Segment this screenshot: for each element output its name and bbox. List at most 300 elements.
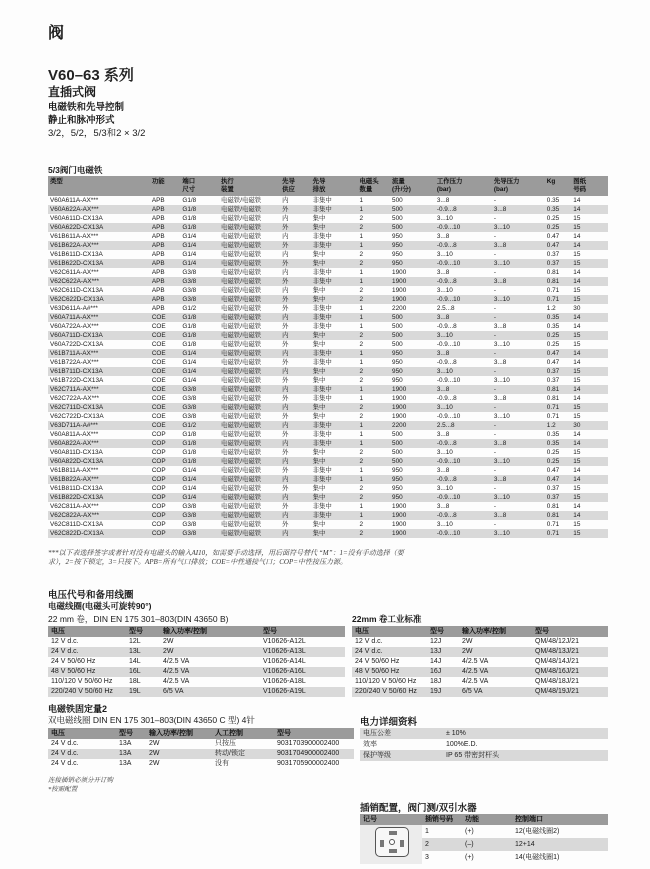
table-cell: V61B622D-CX13A	[48, 259, 150, 268]
table-cell: 3...8	[436, 431, 450, 438]
table-cell: 0.81	[546, 503, 560, 510]
table-cell: -0.9...10	[435, 223, 492, 232]
table-cell: 外	[280, 259, 311, 268]
column-header: 电压	[352, 626, 427, 637]
table-cell: V60A811A-AX***	[50, 431, 99, 438]
table-cell: 0.25	[546, 215, 560, 222]
table-cell: V61B811A-AX***	[50, 467, 99, 474]
table-cell: 500	[390, 313, 435, 322]
table-cell: 电磁铁/电磁铁	[221, 377, 262, 384]
table-cell: 2W	[149, 760, 160, 767]
column-header: 电压	[48, 728, 116, 739]
table-cell: 12J	[430, 638, 442, 645]
table-cell: 14	[573, 197, 581, 204]
table-cell: COE	[150, 331, 181, 340]
table-cell: 内	[282, 269, 289, 276]
fixing-note-1: 连接插销必须分开订购	[48, 777, 113, 784]
table-cell: G1/8	[182, 341, 197, 348]
column-header: 先导 供应	[280, 176, 311, 196]
table-cell: V60A822A-AX***	[48, 439, 150, 448]
table-cell: 14	[573, 395, 581, 402]
table-row	[48, 475, 608, 484]
table-cell: 0.71	[546, 287, 560, 294]
table-cell: 电磁铁/电磁铁	[221, 233, 262, 240]
table-cell: APB	[150, 205, 181, 214]
table-cell: 内	[280, 403, 311, 412]
table-cell: 3...10	[436, 449, 453, 456]
table-cell: 24 V 50/60 Hz	[355, 658, 400, 665]
table-cell: COP	[151, 467, 166, 474]
table-cell: 950	[392, 251, 403, 258]
column-header: 先导 排放	[311, 176, 358, 196]
table-cell: 24 V d.c.	[48, 749, 116, 759]
table-cell: 15	[571, 223, 608, 232]
table-cell: G3/8	[182, 413, 197, 420]
table-cell: -0.9...10	[435, 295, 492, 304]
table-row	[360, 739, 608, 750]
table-cell: V60A711A-AX***	[48, 313, 150, 322]
table-cell: -0.9...10	[436, 341, 461, 348]
header-row	[360, 814, 608, 825]
table-cell: 500	[392, 449, 403, 456]
table-cell: 0.47	[546, 233, 560, 240]
table-cell: 0.71	[545, 529, 571, 538]
table-cell: G1/8	[180, 205, 219, 214]
double-coil-table	[48, 728, 354, 769]
table-cell: 15	[573, 449, 581, 456]
table-cell: 电磁铁/电磁铁	[221, 215, 262, 222]
table-cell: 电磁铁/电磁铁	[221, 449, 262, 456]
table-cell: 外	[282, 413, 289, 420]
table-cell: 950	[390, 259, 435, 268]
column-header: 输入功率/控制	[160, 626, 260, 637]
table-cell: 集中	[311, 331, 358, 340]
table-cell: -	[493, 467, 496, 474]
table-row	[48, 430, 608, 439]
table-cell: 950	[390, 475, 435, 484]
table-row	[48, 241, 608, 250]
table-cell: G1/8	[180, 331, 219, 340]
table-row	[48, 205, 608, 214]
table-row	[360, 825, 608, 838]
table-cell: 2W	[160, 647, 260, 657]
column-header: 功能	[150, 176, 181, 196]
table-cell: V63D711A-A#***	[48, 421, 150, 430]
table-cell: 12 V d.c.	[51, 638, 79, 645]
table-cell: V61B622A-AX***	[48, 241, 150, 250]
table-cell: G1/2	[182, 305, 197, 312]
table-cell: G3/8	[180, 295, 219, 304]
table-cell: V60A622D-CX13A	[48, 223, 150, 232]
table-cell: 30	[571, 421, 608, 430]
table-cell: 集中	[312, 413, 326, 420]
table-cell: 3...8	[492, 277, 545, 286]
table-cell: 14J	[430, 658, 442, 665]
table-cell: 外	[282, 377, 289, 384]
table-cell: 0.71	[545, 403, 571, 412]
table-cell: 0.25	[546, 449, 560, 456]
table-cell: APB	[150, 295, 181, 304]
pin-function: (+)	[465, 854, 474, 861]
table-cell: 15	[571, 367, 608, 376]
table-cell: COP	[151, 485, 166, 492]
table-cell: V63D611A-A#***	[50, 305, 98, 312]
table-cell: 2W	[146, 749, 212, 759]
table-cell: 2	[357, 367, 390, 376]
table-cell: 1900	[390, 403, 435, 412]
table-cell: 内	[282, 233, 289, 240]
table-cell: APB	[150, 223, 181, 232]
table-cell: COP	[150, 493, 181, 502]
table-cell: 3...8	[492, 439, 545, 448]
page-title: 阀	[48, 25, 66, 42]
table-cell: 1900	[392, 269, 407, 276]
table-cell: G1/2	[180, 421, 219, 430]
table-cell: COP	[151, 521, 166, 528]
table-cell: 15	[571, 457, 608, 466]
table-cell: V61B722A-AX***	[50, 359, 99, 366]
table-cell: APB	[151, 269, 165, 276]
double-coil-table-head	[48, 728, 354, 739]
table-cell: COE	[151, 413, 166, 420]
table-cell: 集中	[311, 295, 358, 304]
table-cell: 14	[571, 313, 608, 322]
pin-number: 1	[425, 828, 429, 835]
table-cell: APB	[151, 305, 165, 312]
table-cell: APB	[150, 241, 181, 250]
table-cell: 非集中	[311, 205, 358, 214]
table-row	[48, 493, 608, 502]
pin-function: (+)	[465, 828, 474, 835]
table-cell: 1	[359, 503, 364, 510]
table-cell: APB	[150, 277, 181, 286]
table-cell: 外	[282, 305, 289, 312]
table-row	[48, 739, 354, 749]
table-cell: 14	[573, 359, 581, 366]
table-cell: 3...8	[436, 467, 450, 474]
table-cell: 0.71	[546, 413, 560, 420]
table-cell: COE	[151, 377, 166, 384]
table-cell: 1	[359, 323, 364, 330]
table-row	[48, 340, 608, 349]
table-cell: 电磁铁/电磁铁	[221, 359, 262, 366]
table-cell: 集中	[312, 251, 326, 258]
table-cell: COE	[150, 367, 181, 376]
coil-table-din-body	[48, 637, 345, 697]
table-cell: V61B722D-CX13A	[50, 377, 104, 384]
table-cell: 集中	[312, 521, 326, 528]
table-cell: 13A	[116, 749, 146, 759]
table-cell: G3/8	[180, 277, 219, 286]
column-header: 图纸 号码	[571, 176, 608, 196]
coil-table-industrial-head	[352, 626, 608, 637]
column-header: 执行 装置	[219, 176, 280, 196]
table-cell: 3...10	[493, 341, 510, 348]
table-cell: V61B711A-AX***	[48, 349, 150, 358]
connector-diagram-icon	[375, 827, 409, 857]
column-header: 电磁头 数量	[357, 176, 390, 196]
table-cell: 2	[359, 449, 364, 456]
electrical-label: 效率	[363, 741, 377, 748]
table-cell: 电磁铁/电磁铁	[219, 349, 280, 358]
table-cell: 0.81	[546, 269, 560, 276]
table-cell: -0.9...10	[435, 493, 492, 502]
table-cell: 电磁铁/电磁铁	[219, 511, 280, 520]
table-cell: 非集中	[311, 475, 358, 484]
table-cell: 1900	[390, 529, 435, 538]
table-cell: 电磁铁/电磁铁	[221, 323, 262, 330]
table-cell: G1/8	[180, 223, 219, 232]
table-cell: 外	[282, 359, 289, 366]
table-cell: 9031705900002400	[277, 760, 340, 767]
table-cell: 15	[571, 529, 608, 538]
table-cell: G3/8	[182, 521, 197, 528]
table-cell: G1/8	[182, 197, 197, 204]
table-cell: COE	[151, 395, 166, 402]
table-cell: 3...10	[436, 485, 453, 492]
column-header: 型号	[532, 626, 608, 637]
column-header: 型号	[260, 626, 345, 637]
table-cell: G1/8	[182, 215, 197, 222]
table-cell: 14	[571, 205, 608, 214]
table-cell: 0.35	[545, 439, 571, 448]
table-cell: COE	[151, 323, 166, 330]
table-cell: -	[493, 197, 496, 204]
table-cell: -	[493, 251, 496, 258]
table-cell: 12L	[129, 638, 141, 645]
main-table-body	[48, 196, 608, 538]
table-cell: 0.35	[545, 313, 571, 322]
table-cell: G1/8	[182, 449, 197, 456]
table-cell: V10626-A12L	[263, 638, 306, 645]
table-cell: COP	[151, 431, 166, 438]
table-cell: 24 V d.c.	[352, 647, 427, 657]
table-cell: V61B811D-CX13A	[50, 485, 103, 492]
table-cell: -0.9...8	[435, 277, 492, 286]
table-cell: 950	[390, 349, 435, 358]
table-row	[48, 367, 608, 376]
table-cell: 2	[359, 287, 364, 294]
table-row	[48, 268, 608, 277]
table-cell: 3...8	[492, 475, 545, 484]
table-cell: V10626-A18L	[263, 678, 306, 685]
table-cell: 15	[571, 259, 608, 268]
table-row	[352, 637, 608, 647]
table-cell: 1	[359, 467, 364, 474]
table-cell: 9031703900002400	[277, 740, 340, 747]
table-cell: 3...10	[492, 295, 545, 304]
table-cell: -	[493, 521, 496, 528]
column-header: 型号	[427, 626, 459, 637]
table-cell: 电磁铁/电磁铁	[219, 223, 280, 232]
table-cell: 3...8	[435, 349, 492, 358]
table-row	[48, 385, 608, 394]
table-row	[48, 259, 608, 268]
fixing-section-heading: 电磁铁固定量2	[48, 704, 108, 714]
table-cell: V62C711A-AX***	[48, 385, 150, 394]
table-cell: 3...10	[436, 251, 453, 258]
table-cell: 14	[573, 323, 581, 330]
table-cell: 外	[282, 323, 289, 330]
table-cell: 外	[280, 223, 311, 232]
table-cell: COE	[150, 313, 181, 322]
table-cell: 3...8	[436, 269, 450, 276]
table-cell: -0.9...10	[435, 259, 492, 268]
table-cell: 非集中	[312, 395, 332, 402]
table-cell: 0.47	[546, 467, 560, 474]
table-cell: V61B611D-CX13A	[50, 251, 103, 258]
table-cell: 1	[357, 511, 390, 520]
table-cell: 电磁铁/电磁铁	[219, 331, 280, 340]
table-cell: 500	[390, 331, 435, 340]
table-cell: -	[493, 287, 496, 294]
table-cell: V62C811A-AX***	[50, 503, 99, 510]
table-cell: 0.25	[545, 223, 571, 232]
table-cell: 0.25	[546, 341, 560, 348]
table-cell: 电磁铁/电磁铁	[219, 277, 280, 286]
table-cell: 0.47	[545, 349, 571, 358]
table-cell: 电磁铁/电磁铁	[219, 457, 280, 466]
table-cell: APB	[151, 197, 165, 204]
header-row	[352, 626, 608, 637]
table-cell: 14	[571, 475, 608, 484]
table-cell: 集中	[312, 485, 326, 492]
table-cell: 15	[573, 251, 581, 258]
table-cell: 3...10	[435, 367, 492, 376]
table-footnote	[48, 549, 518, 567]
table-cell: 集中	[311, 223, 358, 232]
table-cell: 2	[357, 493, 390, 502]
table-cell: -	[493, 269, 496, 276]
footnote-line-1: ***以下表选择签字或者针对没有电磁头的输入AI10，如需要手动选择，用后面符号替代 “M”：1=没有手动选择（要	[48, 549, 404, 557]
table-cell: G1/4	[180, 349, 219, 358]
table-cell: 集中	[312, 287, 326, 294]
table-cell: -0.9...8	[435, 205, 492, 214]
table-cell: 3...8	[436, 197, 450, 204]
table-cell: QM/48/12J/21	[535, 638, 579, 645]
fixing-note-2: *按需配置	[48, 786, 78, 793]
table-cell: 内	[280, 367, 311, 376]
table-cell: COE	[150, 421, 181, 430]
table-row	[48, 657, 345, 667]
table-cell: 14	[571, 511, 608, 520]
table-cell: -	[493, 485, 496, 492]
table-cell: 220/240 V 50/60 Hz	[352, 687, 427, 697]
fixing-notes	[48, 776, 113, 794]
table-cell: COP	[150, 439, 181, 448]
table-cell: 3...10	[492, 493, 545, 502]
table-cell: 4/2.5 VA	[160, 667, 260, 677]
table-cell: 2200	[392, 305, 407, 312]
table-cell: 15	[573, 215, 581, 222]
table-cell: 非集中	[312, 269, 332, 276]
table-cell: G3/8	[182, 287, 197, 294]
table-cell: COE	[151, 359, 166, 366]
table-cell: V60A611D-CX13A	[50, 215, 103, 222]
table-cell: 16J	[427, 667, 459, 677]
table-cell: 2	[357, 529, 390, 538]
table-cell: G1/4	[180, 367, 219, 376]
table-cell: 2	[359, 251, 364, 258]
table-cell: -	[492, 349, 545, 358]
table-cell: V61B822D-CX13A	[48, 493, 150, 502]
column-header: 先导压力 (bar)	[492, 176, 545, 196]
table-row	[48, 412, 608, 421]
table-row	[48, 196, 608, 205]
table-cell: 24 V 50/60 Hz	[51, 658, 96, 665]
table-row	[48, 304, 608, 313]
table-row	[48, 358, 608, 367]
table-cell: 外	[282, 395, 289, 402]
table-cell: 1.2	[545, 421, 571, 430]
table-cell: 集中	[311, 259, 358, 268]
table-cell: -	[492, 385, 545, 394]
table-cell: 非集中	[312, 467, 332, 474]
table-cell: 集中	[311, 493, 358, 502]
electrical-label: 电压公差	[360, 728, 443, 739]
table-cell: G1/8	[180, 313, 219, 322]
table-row	[48, 759, 354, 769]
table-cell: G1/8	[180, 457, 219, 466]
table-cell: V61B611A-AX***	[50, 233, 99, 240]
table-cell: 0.37	[546, 251, 560, 258]
table-row	[48, 520, 608, 529]
right-coil-table-title: 22mm 卷工业标准	[352, 614, 422, 624]
table-cell: 3...8	[435, 385, 492, 394]
table-row	[48, 667, 345, 677]
table-cell: 500	[392, 431, 403, 438]
table-cell: -	[492, 313, 545, 322]
table-cell: 950	[390, 241, 435, 250]
table-cell: 2	[359, 341, 364, 348]
table-cell: 15	[573, 413, 581, 420]
table-cell: 电磁铁/电磁铁	[221, 251, 262, 258]
table-cell: G1/4	[182, 485, 197, 492]
table-cell: 950	[390, 367, 435, 376]
column-header: 人工控制	[212, 728, 274, 739]
table-cell: V62C622A-AX***	[48, 277, 150, 286]
table-cell: 14	[573, 269, 581, 276]
table-cell: -0.9...8	[435, 511, 492, 520]
table-cell: APB	[151, 251, 165, 258]
table-cell: 15	[571, 295, 608, 304]
table-cell: 1	[357, 421, 390, 430]
table-cell: 非集中	[312, 305, 332, 312]
table-cell: 3...8	[435, 313, 492, 322]
connector-symbol-cell	[360, 825, 422, 864]
table-cell: 15	[573, 521, 581, 528]
table-cell: 3...10	[492, 457, 545, 466]
table-cell: 集中	[311, 529, 358, 538]
table-cell: 15	[573, 377, 581, 384]
table-cell: V62C811D-CX13A	[50, 521, 104, 528]
table-cell: COP	[150, 475, 181, 484]
table-cell: 集中	[311, 457, 358, 466]
table-cell: 1	[359, 233, 364, 240]
table-cell: 2	[357, 223, 390, 232]
table-cell: 14	[571, 277, 608, 286]
table-cell: 3...10	[492, 529, 545, 538]
table-cell: V60A622A-AX***	[48, 205, 150, 214]
table-cell: -0.9...10	[435, 457, 492, 466]
table-cell: 950	[392, 467, 403, 474]
table-cell: 内	[282, 197, 289, 204]
electrical-label: 保护等级	[360, 750, 443, 761]
table-cell: G1/8	[180, 439, 219, 448]
table-cell: 集中	[312, 449, 326, 456]
table-cell: 外	[282, 431, 289, 438]
table-cell: 电磁铁/电磁铁	[221, 467, 262, 474]
